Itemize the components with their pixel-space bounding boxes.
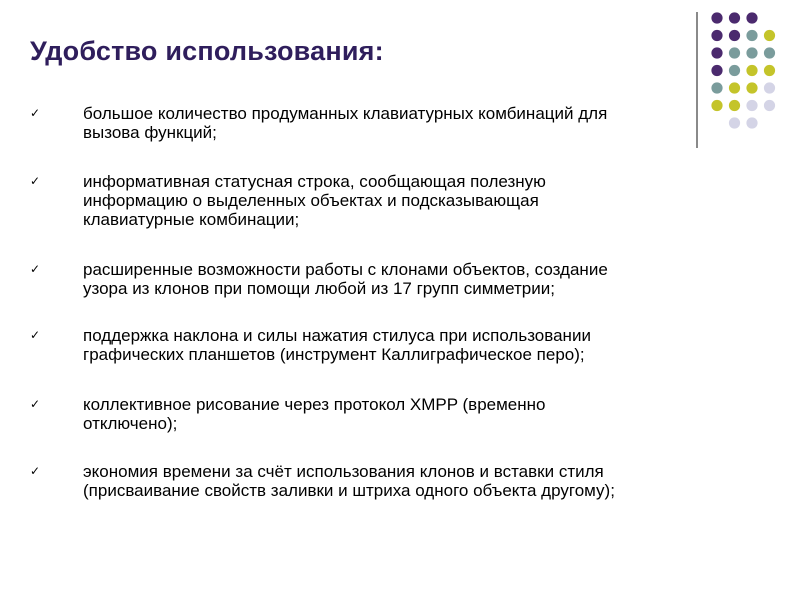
bullet-text: информативная статусная строка, сообщающая полезную информацию о выделенных объектах и подсказывающая клавиатурные комбинации; xyxy=(83,172,546,229)
checkmark-icon: ✓ xyxy=(30,397,41,411)
bullet-text: коллективное рисование через протокол XMPP (временно отключено); xyxy=(83,395,546,433)
checkmark-icon: ✓ xyxy=(30,262,41,276)
bullet-text: большое количество продуманных клавиатурных комбинаций для вызова функций; xyxy=(83,104,608,142)
checkmark-icon: ✓ xyxy=(30,106,41,120)
checkmark-icon: ✓ xyxy=(30,464,41,478)
slide-title: Удобство использования: xyxy=(30,36,384,66)
bullet-text: экономия времени за счёт использования клонов и вставки стиля (присваивание свойств заливки и штриха одного объекта другому); xyxy=(83,462,615,500)
checkmark-icon: ✓ xyxy=(30,174,41,188)
checkmark-icon: ✓ xyxy=(30,328,41,342)
bullet-text: поддержка наклона и силы нажатия стилуса при использовании графических планшетов (инструмент Каллиграфическое перо); xyxy=(83,326,591,364)
bullet-text: расширенные возможности работы с клонами объектов, создание узора из клонов при помощи любой из 17 групп симметрии; xyxy=(83,260,608,298)
